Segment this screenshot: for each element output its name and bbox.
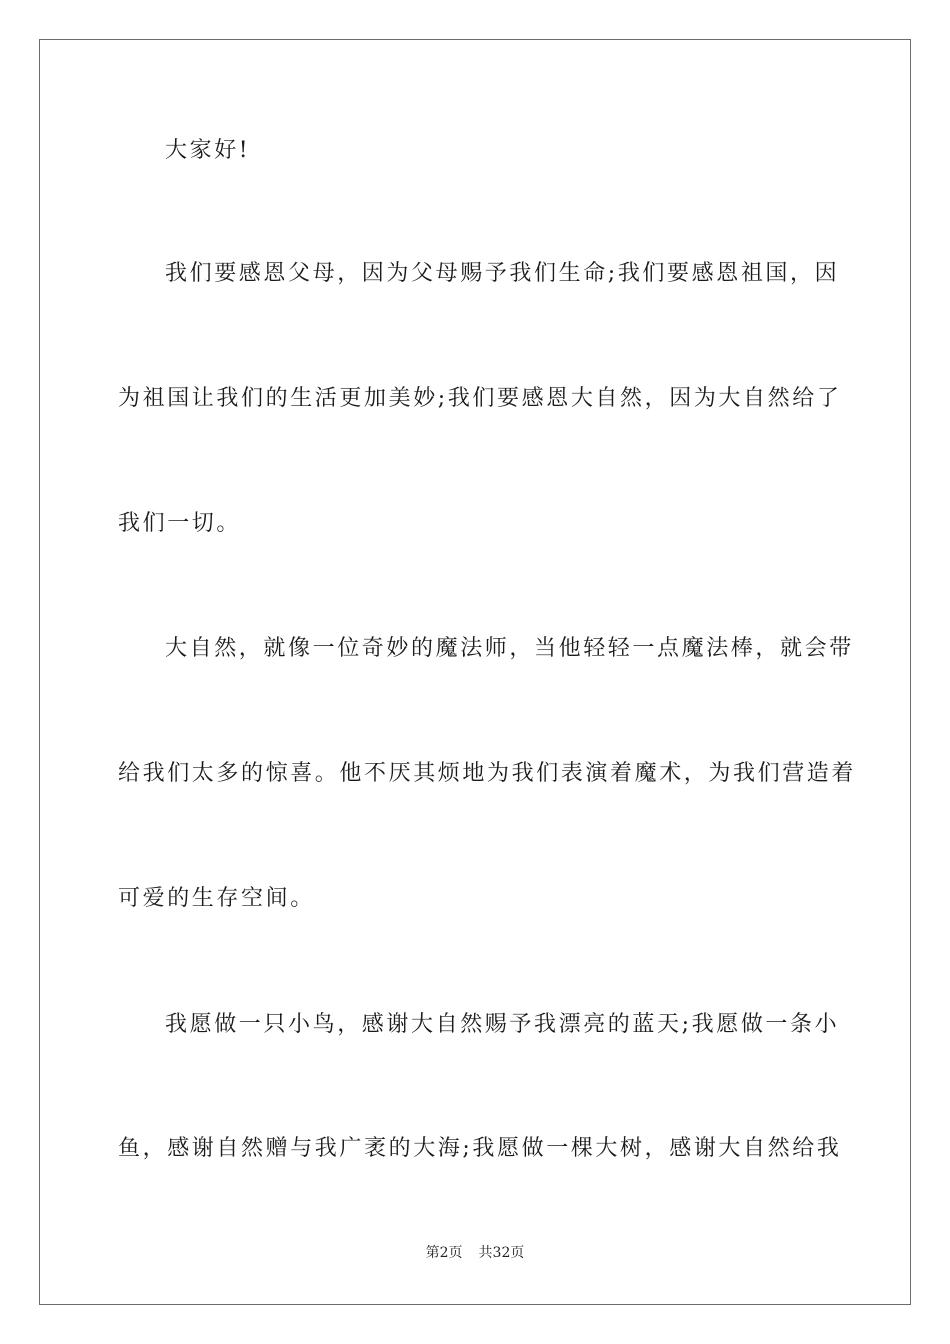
page-total: 共32页 [478,1245,525,1261]
page-frame [39,39,911,1305]
paragraph-1-line-1: 我们要感恩父母，因为父母赐予我们生命;我们要感恩祖国，因 [165,261,840,286]
paragraph-1-line-3: 我们一切。 [118,511,242,536]
paragraph-2-line-2: 给我们太多的惊喜。他不厌其烦地为我们表演着魔术，为我们营造着 [118,761,857,786]
paragraph-2-line-3: 可爱的生存空间。 [118,886,315,911]
paragraph-3-line-1: 我愿做一只小鸟，感谢大自然赐予我漂亮的蓝天;我愿做一条小 [165,1012,840,1037]
paragraph-2-line-1: 大自然，就像一位奇妙的魔法师，当他轻轻一点魔法棒，就会带 [165,636,854,661]
greeting-line: 大家好! [165,138,251,163]
paragraph-1-line-2: 为祖国让我们的生活更加美妙;我们要感恩大自然，因为大自然给了 [118,386,842,411]
page-number: 第2页 [425,1245,463,1261]
page-footer [0,1243,950,1263]
paragraph-3-line-2: 鱼，感谢自然赠与我广袤的大海;我愿做一棵大树，感谢大自然给我 [118,1136,842,1161]
